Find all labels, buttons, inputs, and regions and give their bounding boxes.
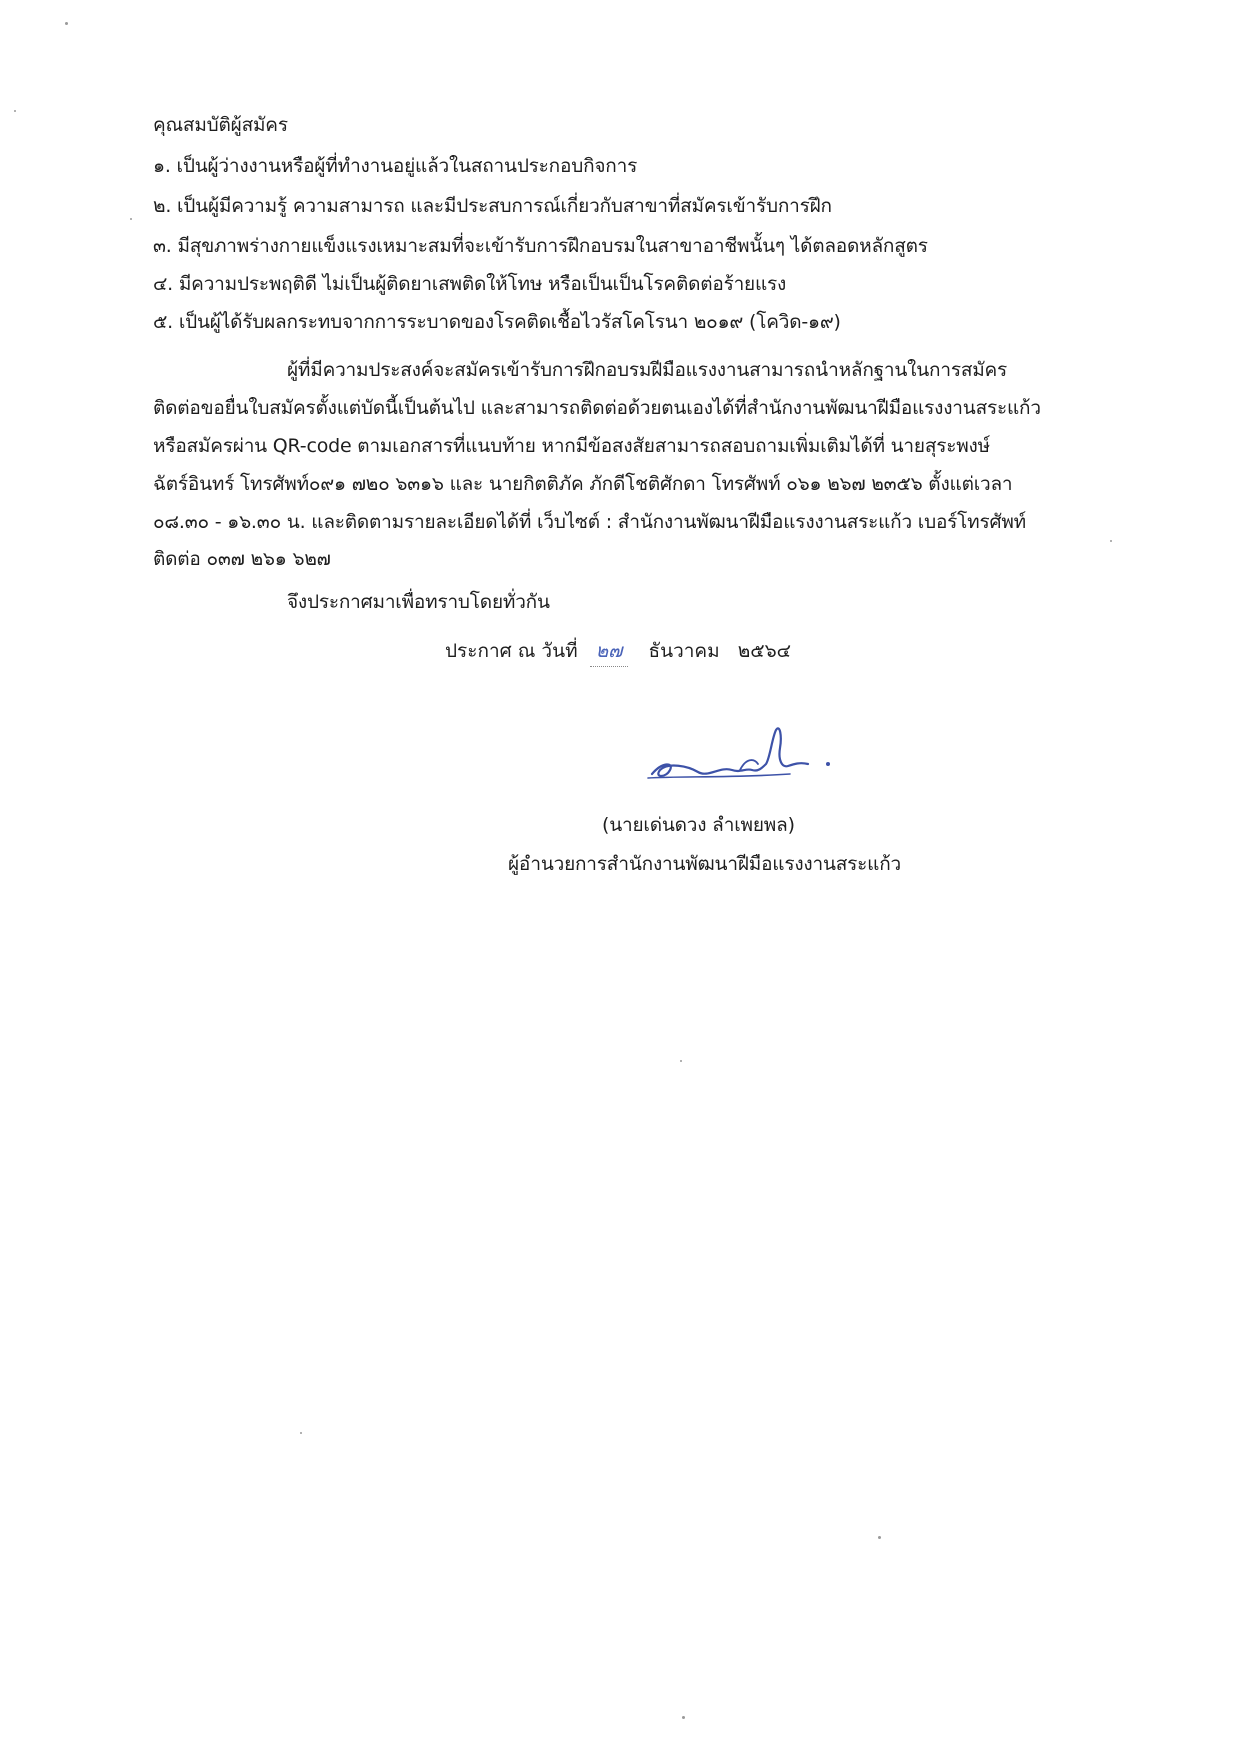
announcement-date xyxy=(445,636,791,667)
paragraph-line-4: ฉัตร์อินทร์ โทรศัพท์๐๙๑ ๗๒๐ ๖๓๑๖ และ นายกิตติภัค ภักดีโชติศักดา โทรศัพท์ ๐๖๑ ๒๖๗ ๒๓๕๖ ตั้งแต่เวลา xyxy=(153,473,1013,495)
qualification-item-1: ๑. เป็นผู้ว่างงานหรือผู้ที่ทำงานอยู่แล้วในสถานประกอบกิจการ xyxy=(153,155,638,177)
paragraph-line-2: ติดต่อขอยื่นใบสมัครตั้งแต่บัดนี้เป็นต้นไป และสามารถติดต่อด้วยตนเองได้ที่สำนักงานพัฒนาฝีมือแรงงานสระแก้ว xyxy=(153,397,1041,419)
qualification-item-3: ๓. มีสุขภาพร่างกายแข็งแรงเหมาะสมที่จะเข้ารับการฝึกอบรมในสาขาอาชีพนั้นๆ ได้ตลอดหลักสูตร xyxy=(153,235,928,257)
scan-speck xyxy=(130,218,132,220)
qualifications-heading: คุณสมบัติผู้สมัคร xyxy=(153,114,288,136)
qualification-item-4: ๔. มีความประพฤติดี ไม่เป็นผู้ติดยาเสพติดให้โทษ หรือเป็นเป็นโรคติดต่อร้ายแรง xyxy=(153,273,787,295)
scan-speck xyxy=(682,1716,685,1719)
date-month: ธันวาคม xyxy=(648,640,720,662)
date-year: ๒๕๖๔ xyxy=(737,640,792,662)
scan-speck xyxy=(65,22,68,25)
signatory-position: ผู้อำนวยการสำนักงานพัฒนาฝีมือแรงงานสระแก้ว xyxy=(508,853,901,875)
scan-speck xyxy=(300,1432,302,1434)
date-prefix: ประกาศ ณ วันที่ xyxy=(445,640,578,662)
paragraph-line-5: ๐๘.๓๐ - ๑๖.๓๐ น. และติดตามรายละเอียดได้ที่ เว็บไซต์ : สำนักงานพัฒนาฝีมือแรงงานสระแก้ว เบอร์โทรศัพท์ xyxy=(153,511,1027,533)
scan-speck xyxy=(14,110,16,112)
paragraph-line-1: ผู้ที่มีความประสงค์จะสมัครเข้ารับการฝึกอบรมฝีมือแรงงานสามารถนำหลักฐานในการสมัคร xyxy=(287,359,1008,381)
date-day: ๒๗ xyxy=(590,636,629,667)
paragraph-line-3: หรือสมัครผ่าน QR-code ตามเอกสารที่แนบท้าย หากมีข้อสงสัยสามารถสอบถามเพิ่มเติมได้ที่ นายสุระพงษ์ xyxy=(153,435,990,457)
paragraph-line-6: ติดต่อ ๐๓๗ ๒๖๑ ๖๒๗ xyxy=(153,548,331,570)
qualification-item-2: ๒. เป็นผู้มีความรู้ ความสามารถ และมีประสบการณ์เกี่ยวกับสาขาที่สมัครเข้ารับการฝึก xyxy=(153,195,832,217)
handwritten-signature xyxy=(640,718,840,788)
qualification-item-5: ๕. เป็นผู้ได้รับผลกระทบจากการระบาดของโรคติดเชื้อไวรัสโคโรนา ๒๐๑๙ (โควิด-๑๙) xyxy=(153,311,841,333)
signatory-name: (นายเด่นดวง ลำเพยพล) xyxy=(602,814,795,836)
scan-speck xyxy=(1110,540,1112,542)
closing-statement: จึงประกาศมาเพื่อทราบโดยทั่วกัน xyxy=(287,591,550,613)
scan-speck xyxy=(680,1060,682,1062)
scan-speck xyxy=(878,1536,881,1539)
